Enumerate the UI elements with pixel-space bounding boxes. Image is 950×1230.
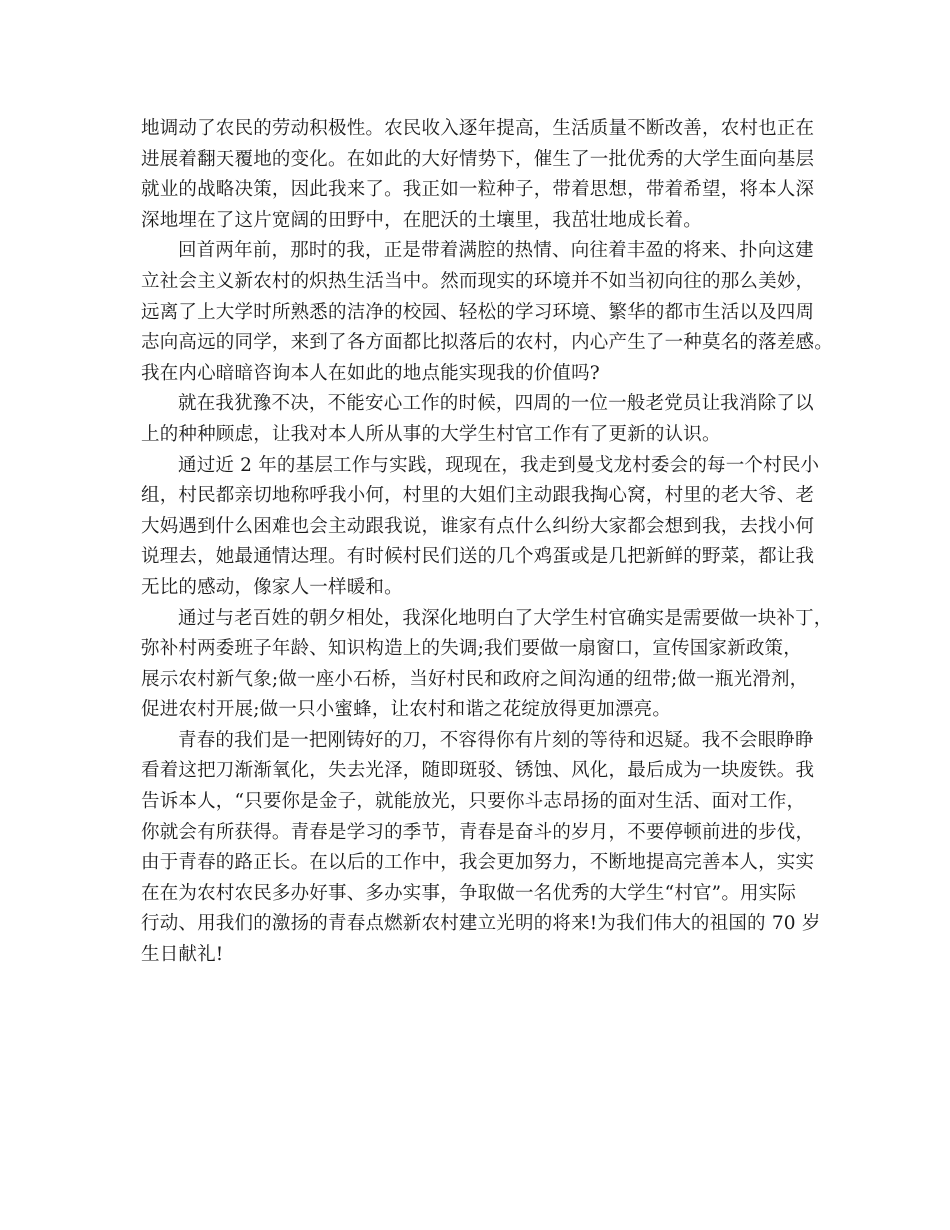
- text-line: 进展着翻天覆地的变化。在如此的大好情势下，催生了一批优秀的大学生面向基层: [141, 148, 815, 170]
- text-line: 无比的感动，像家人一样暖和。: [141, 576, 403, 598]
- text-line: 回首两年前，那时的我，正是带着满腔的热情、向往着丰盈的将来、扑向这建: [178, 240, 814, 262]
- text-line: 志向高远的同学，来到了各方面都比拟落后的农村，内心产生了一种莫名的落差感。: [141, 332, 833, 354]
- text-line: 地调动了农民的劳动积极性。农民收入逐年提高，生活质量不断改善，农村也正在: [141, 118, 815, 139]
- text-line: 大妈遇到什么困难也会主动跟我说，谁家有点什么纠纷大家都会想到我，去找小何: [141, 515, 815, 537]
- text-line: 组，村民都亲切地称呼我小何，村里的大姐们主动跟我掏心窝，村里的老大爷、老: [141, 485, 815, 507]
- text-line: 生日献礼!: [141, 944, 224, 966]
- text-line: 在在为农村农民多办好事、多办实事，争取做一名优秀的大学生“村官”。用实际: [141, 882, 797, 904]
- text-line: 行动、用我们的激扬的青春点燃新农村建立光明的将来!为我们伟大的祖国的 70 岁: [141, 913, 821, 935]
- text-line: 就业的战略决策，因此我来了。我正如一粒种子，带着思想，带着希望，将本人深: [141, 179, 815, 201]
- text-line: 由于青春的路正长。在以后的工作中，我会更加努力，不断地提高完善本人，实实: [141, 852, 815, 874]
- text-line: 深地埋在了这片宽阔的田野中，在肥沃的土壤里，我茁壮地成长着。: [141, 209, 703, 231]
- text-line: 看着这把刀渐渐氧化，失去光泽，随即斑驳、锈蚀、风化，最后成为一块废铁。我: [141, 760, 815, 782]
- text-line: 上的种种顾虑，让我对本人所从事的大学生村官工作有了更新的认识。: [141, 423, 721, 445]
- text-line: 通过与老百姓的朝夕相处，我深化地明白了大学生村官确实是需要做一块补丁，: [178, 607, 833, 629]
- text-line: 青春的我们是一把刚铸好的刀，不容得你有片刻的等待和迟疑。我不会眼睁睁: [178, 729, 814, 751]
- text-line: 告诉本人，“只要你是金子，就能放光，只要你斗志昂扬的面对生活、面对工作，: [141, 791, 806, 813]
- text-line: 通过近 2 年的基层工作与实践，现现在，我走到曼戈龙村委会的每一个村民小: [178, 454, 820, 476]
- text-line: 立社会主义新农村的炽热生活当中。然而现实的环境并不如当初向往的那么美妙，: [141, 270, 815, 292]
- text-line: 远离了上大学时所熟悉的洁净的校园、轻松的学习环境、繁华的都市生活以及四周: [141, 301, 815, 323]
- text-line: 就在我犹豫不决，不能安心工作的时候，四周的一位一般老党员让我消除了以: [178, 393, 814, 415]
- text-line: 说理去，她最通情达理。有时候村民们送的几个鸡蛋或是几把新鲜的野菜，都让我: [141, 546, 815, 568]
- text-line: 促进农村开展;做一只小蜜蜂，让农村和谐之花绽放得更加漂亮。: [141, 699, 672, 721]
- text-line: 我在内心暗暗咨询本人在如此的地点能实现我的价值吗?: [141, 362, 600, 384]
- text-line: 你就会有所获得。青春是学习的季节，青春是奋斗的岁月，不要停顿前进的步伐，: [141, 821, 815, 843]
- text-line: 弥补村两委班子年龄、知识构造上的失调;我们要做一扇窗口，宣传国家新政策，: [141, 638, 802, 660]
- text-line: 展示农村新气象;做一座小石桥，当好村民和政府之间沟通的纽带;做一瓶光滑剂，: [141, 668, 809, 690]
- document-body: [141, 114, 831, 971]
